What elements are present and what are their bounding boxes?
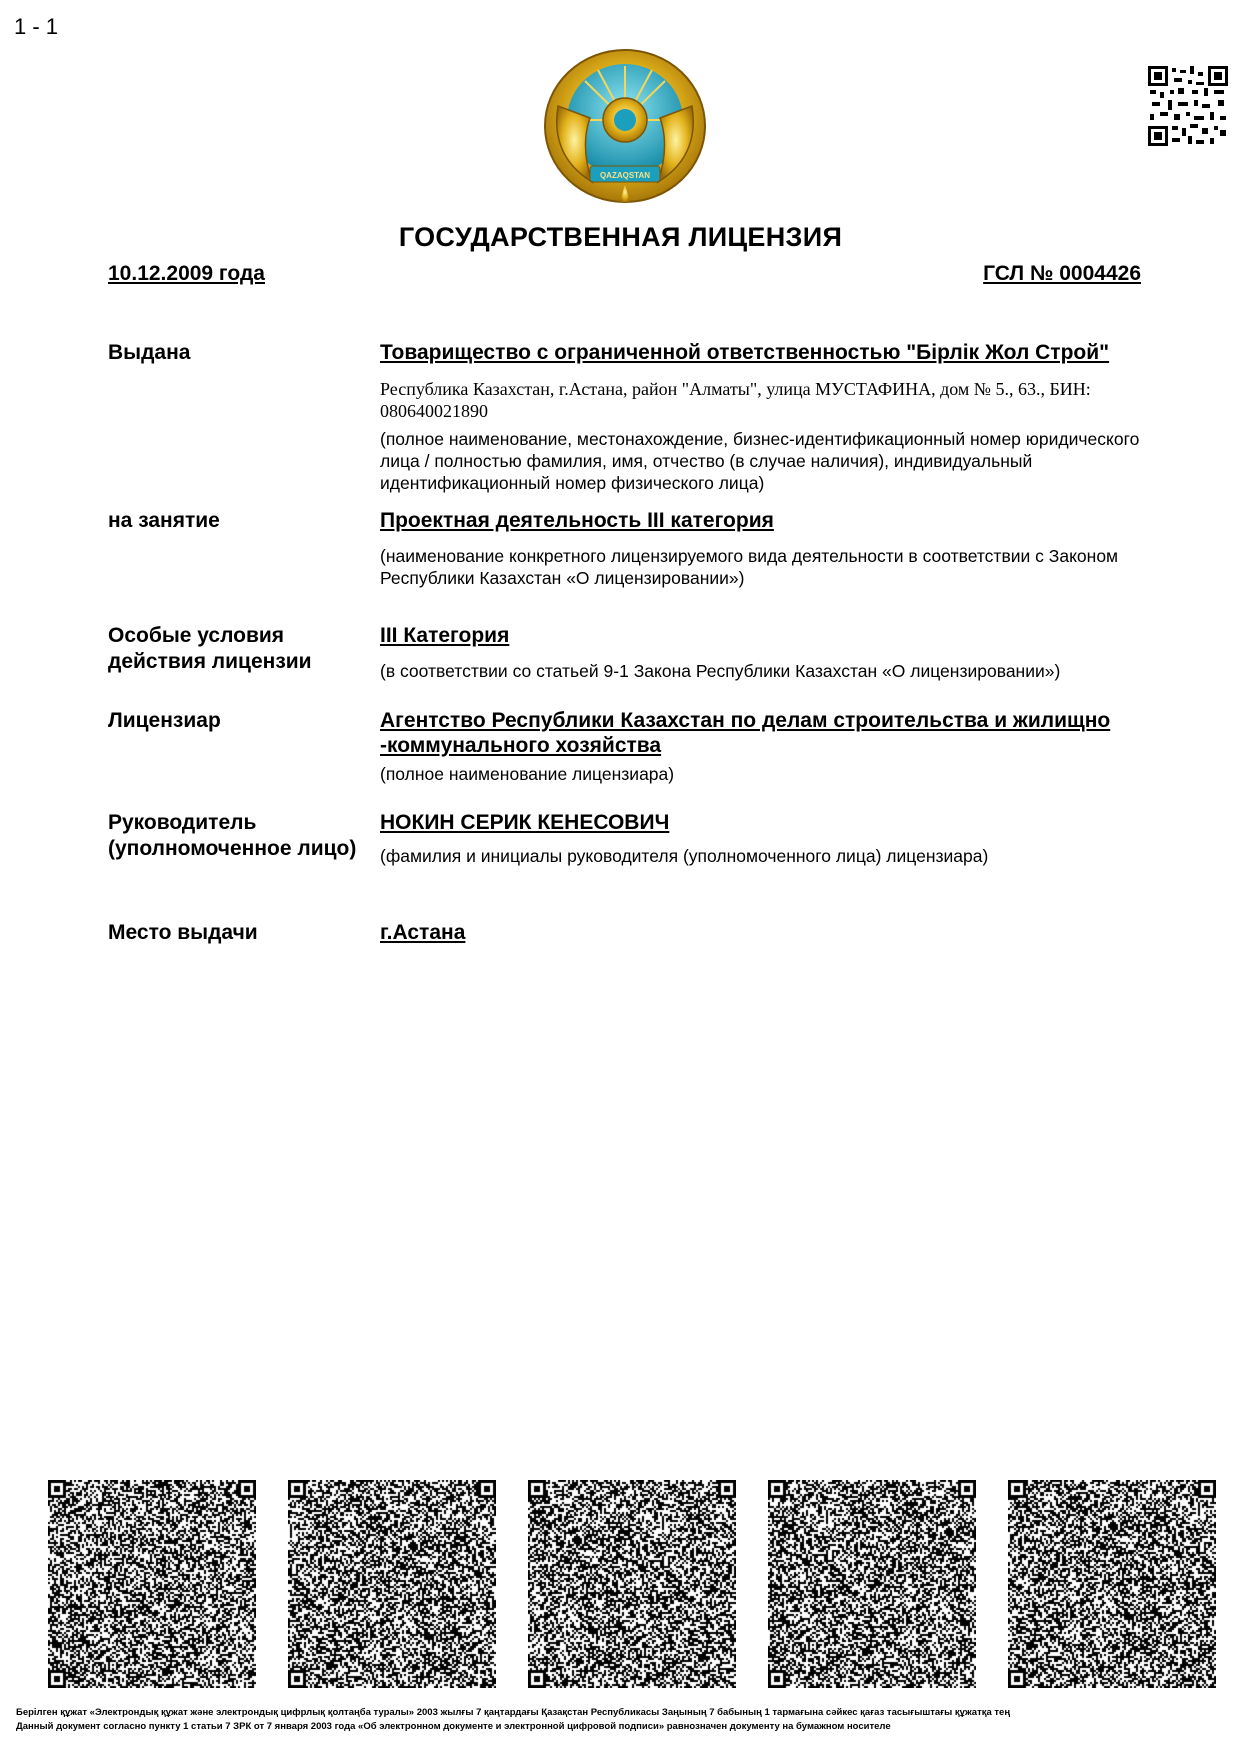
conditions-hint: (в соответствии со статьей 9-1 Закона Республики Казахстан «О лицензировании») xyxy=(380,661,1061,681)
signature-qr-icon xyxy=(48,1480,256,1688)
conditions-label: Особые условия действия лицензии xyxy=(108,624,312,673)
activity-label: на занятие xyxy=(108,509,220,532)
signature-qr-icon xyxy=(528,1480,736,1688)
head-value: НОКИН СЕРИК КЕНЕСОВИЧ xyxy=(380,811,670,834)
place-value: г.Астана xyxy=(380,921,466,944)
activity-hint: (наименование конкретного лицензируемого вида деятельности в соответствии с Законом Республики Казахстан «О лицензировании») xyxy=(380,546,1119,588)
place-label: Место выдачи xyxy=(108,921,258,944)
issued-hint: (полное наименование, местонахождение, бизнес-идентификационный номер юридического лица / полностью фамилия, имя, отчество (в случае наличия), индивидуальный идентификационный номер физического лица) xyxy=(380,429,1140,493)
footer-line-ru: Данный документ согласно пункту 1 статьи 7 ЗРК от 7 января 2003 года «Об электронном документе и электронной цифровой подписи» равнозначен документу на бумажном носителе xyxy=(16,1721,891,1732)
issued-value: Товарищество с ограниченной ответственностью "Бірлік Жол Строй" xyxy=(380,341,1110,364)
svg-text:QAZAQSTAN: QAZAQSTAN xyxy=(599,171,651,180)
licensor-hint: (полное наименование лицензиара) xyxy=(380,764,675,784)
signature-qr-icon xyxy=(288,1480,496,1688)
issue-date: 10.12.2009 года xyxy=(108,262,265,285)
license-number: ГСЛ № 0004426 xyxy=(983,262,1141,285)
licensor-label: Лицензиар xyxy=(108,709,221,732)
qr-code-icon xyxy=(1148,66,1228,146)
state-emblem-icon xyxy=(540,46,710,206)
page-number: 1 - 1 xyxy=(14,14,59,39)
head-hint: (фамилия и инициалы руководителя (уполномоченного лица) лицензиара) xyxy=(380,846,989,866)
signature-qr-icon xyxy=(768,1480,976,1688)
signature-qr-row xyxy=(48,1480,1218,1688)
legal-footer xyxy=(16,1706,1226,1734)
signature-qr-icon xyxy=(1008,1480,1216,1688)
footer-line-kz: Берілген құжат «Электрондық құжат және электрондық цифрлық қолтаңба туралы» 2003 жылғы 7 қаңтардағы Қазақстан Республикасы Заңының 7 бабының 1 тармағына сәйкес қағаз тасығыштағы құжатқа тең xyxy=(16,1707,1011,1718)
document-title: ГОСУДАРСТВЕННАЯ ЛИЦЕНЗИЯ xyxy=(398,222,843,252)
head-label: Руководитель (уполномоченное лицо) xyxy=(108,811,357,860)
conditions-value: III Категория xyxy=(380,624,510,647)
issued-address: Республика Казахстан, г.Астана, район "Алматы", улица МУСТАФИНА, дом № 5., 63., БИН: 080640021890 xyxy=(380,379,1091,421)
activity-value: Проектная деятельность III категория xyxy=(380,509,774,532)
issued-label: Выдана xyxy=(108,341,191,364)
licensor-value: Агентство Республики Казахстан по делам строительства и жилищно -коммунального хозяйства xyxy=(380,709,1111,757)
